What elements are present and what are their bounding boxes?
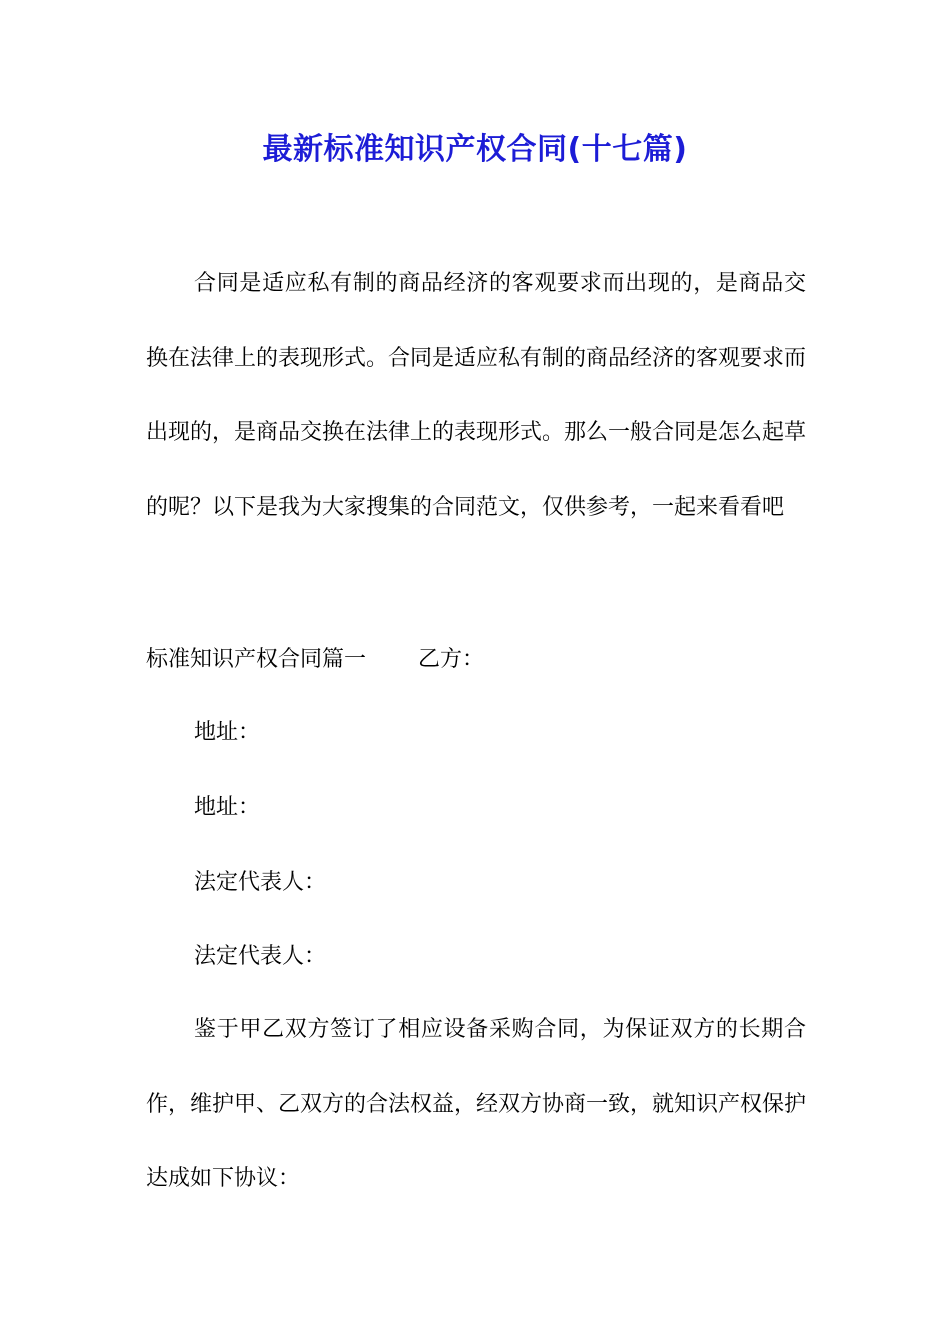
- document-title: 最新标准知识产权合同(十七篇): [262, 132, 688, 167]
- address-line-1: 地址：: [194, 720, 261, 745]
- address-line-2: 地址：: [194, 795, 261, 820]
- party-b-label: 乙方：: [418, 647, 485, 672]
- section-heading: 标准知识产权合同篇一: [146, 647, 367, 672]
- legal-rep-line-2: 法定代表人：: [194, 944, 327, 969]
- agreement-paragraph: 鉴于甲乙双方签订了相应设备采购合同，为保证双方的长期合作，维护甲、乙双方的合法权益，经双方协商一致，就知识产权保护达成如下协议：: [146, 1017, 807, 1191]
- section-heading-line: [146, 640, 484, 680]
- intro-paragraph: 合同是适应私有制的商品经济的客观要求而出现的，是商品交换在法律上的表现形式。合同是适应私有制的商品经济的客观要求而出现的，是商品交换在法律上的表现形式。那么一般合同是怎么起草的呢？以下是我为大家搜集的合同范文，仅供参考，一起来看看吧: [146, 271, 807, 520]
- legal-rep-line-1: 法定代表人：: [194, 870, 327, 895]
